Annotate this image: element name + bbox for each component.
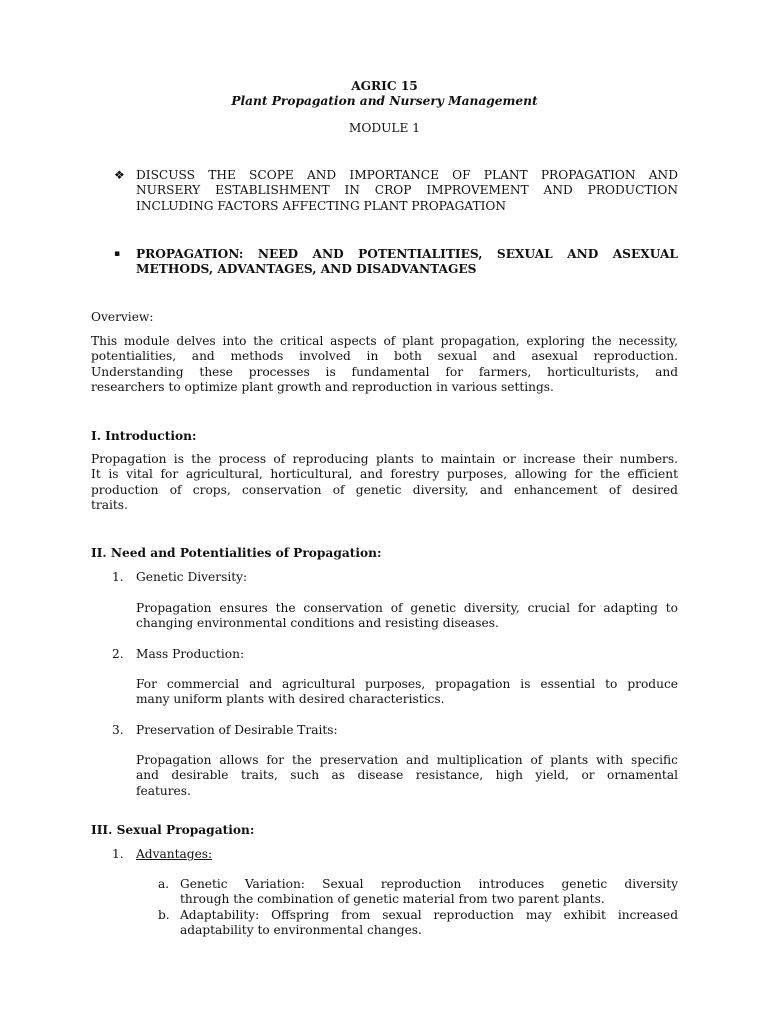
list-letter: a. bbox=[158, 877, 170, 891]
description-line: features. bbox=[136, 783, 191, 798]
introduction-line: Propagation is the process of reproducing plants to maintain or increase their numbers. bbox=[91, 452, 678, 466]
list-number: 3. bbox=[112, 723, 124, 737]
advantage-line: Adaptability: Offspring from sexual reproduction may exhibit increased bbox=[180, 908, 678, 922]
sexual-section-heading: III. Sexual Propagation: bbox=[91, 823, 255, 837]
advantage-line: adaptability to environmental changes. bbox=[180, 923, 422, 938]
course-code: AGRIC 15 bbox=[351, 79, 418, 93]
need-section-heading: II. Need and Potentialities of Propagation: bbox=[91, 546, 382, 560]
description-line: Propagation ensures the conservation of genetic diversity, crucial for adapting to bbox=[136, 601, 678, 615]
description-line: For commercial and agricultural purposes, propagation is essential to produce bbox=[136, 677, 678, 691]
introduction-line: production of crops, conservation of genetic diversity, and enhancement of desired bbox=[91, 482, 678, 497]
overview-label: Overview: bbox=[91, 310, 154, 324]
list-item-title: Genetic Diversity: bbox=[136, 570, 248, 584]
overview-paragraph bbox=[91, 334, 678, 396]
diamond-bullet-icon: ❖ bbox=[114, 168, 125, 182]
overview-line: Understanding these processes is fundamental for farmers, horticulturists, and bbox=[91, 364, 678, 379]
overview-line: potentialities, and methods involved in both sexual and asexual reproduction. bbox=[91, 349, 678, 364]
objective-line: INCLUDING FACTORS AFFECTING PLANT PROPAGATION bbox=[136, 198, 507, 213]
list-item-description bbox=[136, 677, 678, 708]
list-item-description bbox=[136, 601, 678, 632]
objective-line: DISCUSS THE SCOPE AND IMPORTANCE OF PLANT PROPAGATION AND bbox=[136, 168, 678, 182]
list-letter: b. bbox=[158, 908, 170, 922]
introduction-line: traits. bbox=[91, 498, 128, 513]
module-label: MODULE 1 bbox=[348, 121, 421, 135]
course-title: Plant Propagation and Nursery Management bbox=[231, 94, 538, 108]
list-number: 2. bbox=[112, 647, 124, 661]
overview-line: This module delves into the critical aspects of plant propagation, exploring the necessity, bbox=[91, 334, 678, 348]
list-number: 1. bbox=[112, 847, 124, 861]
description-line: and desirable traits, such as disease resistance, high yield, or ornamental bbox=[136, 768, 678, 783]
objective-line: NURSERY ESTABLISHMENT IN CROP IMPROVEMENT AND PRODUCTION bbox=[136, 183, 678, 198]
introduction-paragraph bbox=[91, 452, 678, 514]
list-item-title: Mass Production: bbox=[136, 647, 245, 661]
topic-line: PROPAGATION: NEED AND POTENTIALITIES, SEXUAL AND ASEXUAL bbox=[136, 247, 678, 261]
introduction-line: It is vital for agricultural, horticultural, and forestry purposes, allowing for the efficient bbox=[91, 467, 678, 482]
list-number: 1. bbox=[112, 570, 124, 584]
description-line: many uniform plants with desired characteristics. bbox=[136, 692, 445, 707]
introduction-heading: I. Introduction: bbox=[91, 429, 197, 443]
square-bullet-icon: ▪ bbox=[114, 249, 121, 259]
overview-line: researchers to optimize plant growth and reproduction in various settings. bbox=[91, 380, 554, 395]
description-line: changing environmental conditions and resisting diseases. bbox=[136, 616, 499, 631]
advantage-line: Genetic Variation: Sexual reproduction introduces genetic diversity bbox=[180, 877, 678, 891]
topic-line: METHODS, ADVANTAGES, AND DISADVANTAGES bbox=[136, 262, 477, 277]
list-item-description bbox=[136, 753, 678, 799]
list-item-title: Preservation of Desirable Traits: bbox=[136, 723, 338, 737]
advantage-line: through the combination of genetic material from two parent plants. bbox=[180, 892, 605, 907]
description-line: Propagation allows for the preservation and multiplication of plants with specific bbox=[136, 753, 678, 767]
subsection-title: Advantages: bbox=[136, 847, 213, 861]
